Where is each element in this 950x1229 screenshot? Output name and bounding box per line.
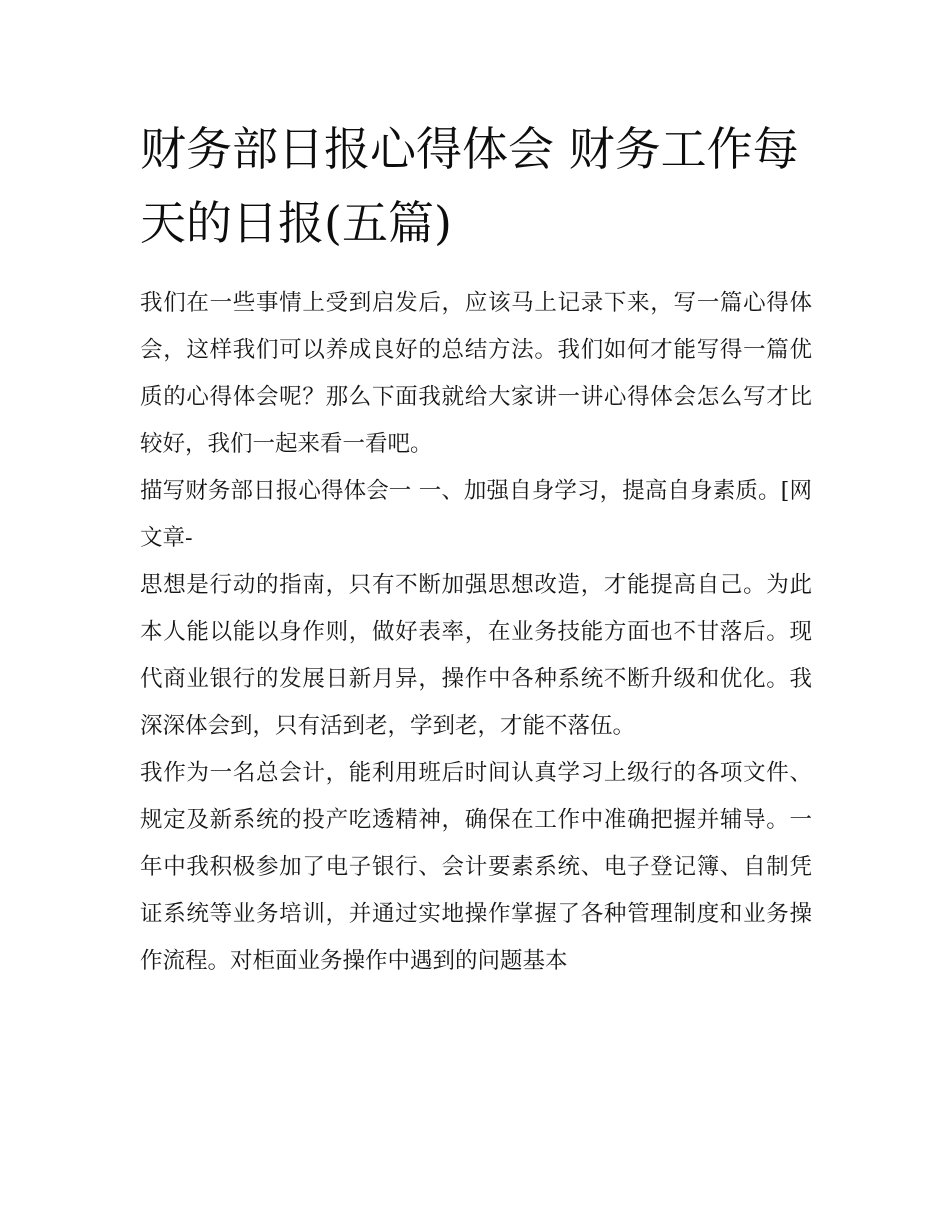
paragraph-thinking: 思想是行动的指南，只有不断加强思想改造，才能提高自己。为此本人能以能以身作则，做好表率，在业务技能方面也不甘落后。现代商业银行的发展日新月异，操作中各种系统不断升级和优化。我深深体会到，只有活到老，学到老，才能不落伍。	[140, 572, 812, 739]
document-title: 财务部日报心得体会 财务工作每天的日报(五篇)	[140, 122, 799, 250]
document-body	[140, 280, 812, 985]
paragraph-section-heading: 描写财务部日报心得体会一 一、加强自身学习，提高自身素质。[网文章-	[140, 478, 812, 551]
paragraph-intro: 我们在一些事情上受到启发后，应该马上记录下来，写一篇心得体会，这样我们可以养成良好的总结方法。我们如何才能写得一篇优质的心得体会呢？那么下面我就给大家讲一讲心得体会怎么写才比较好，我们一起来看一看吧。	[140, 290, 812, 457]
paragraph-accountant: 我作为一名总会计，能利用班后时间认真学习上级行的各项文件、规定及新系统的投产吃透精神，确保在工作中准确把握并辅导。一年中我积极参加了电子银行、会计要素系统、电子登记簿、自制凭证系统等业务培训，并通过实地操作掌握了各种管理制度和业务操作流程。对柜面业务操作中遇到的问题基本	[140, 760, 812, 974]
